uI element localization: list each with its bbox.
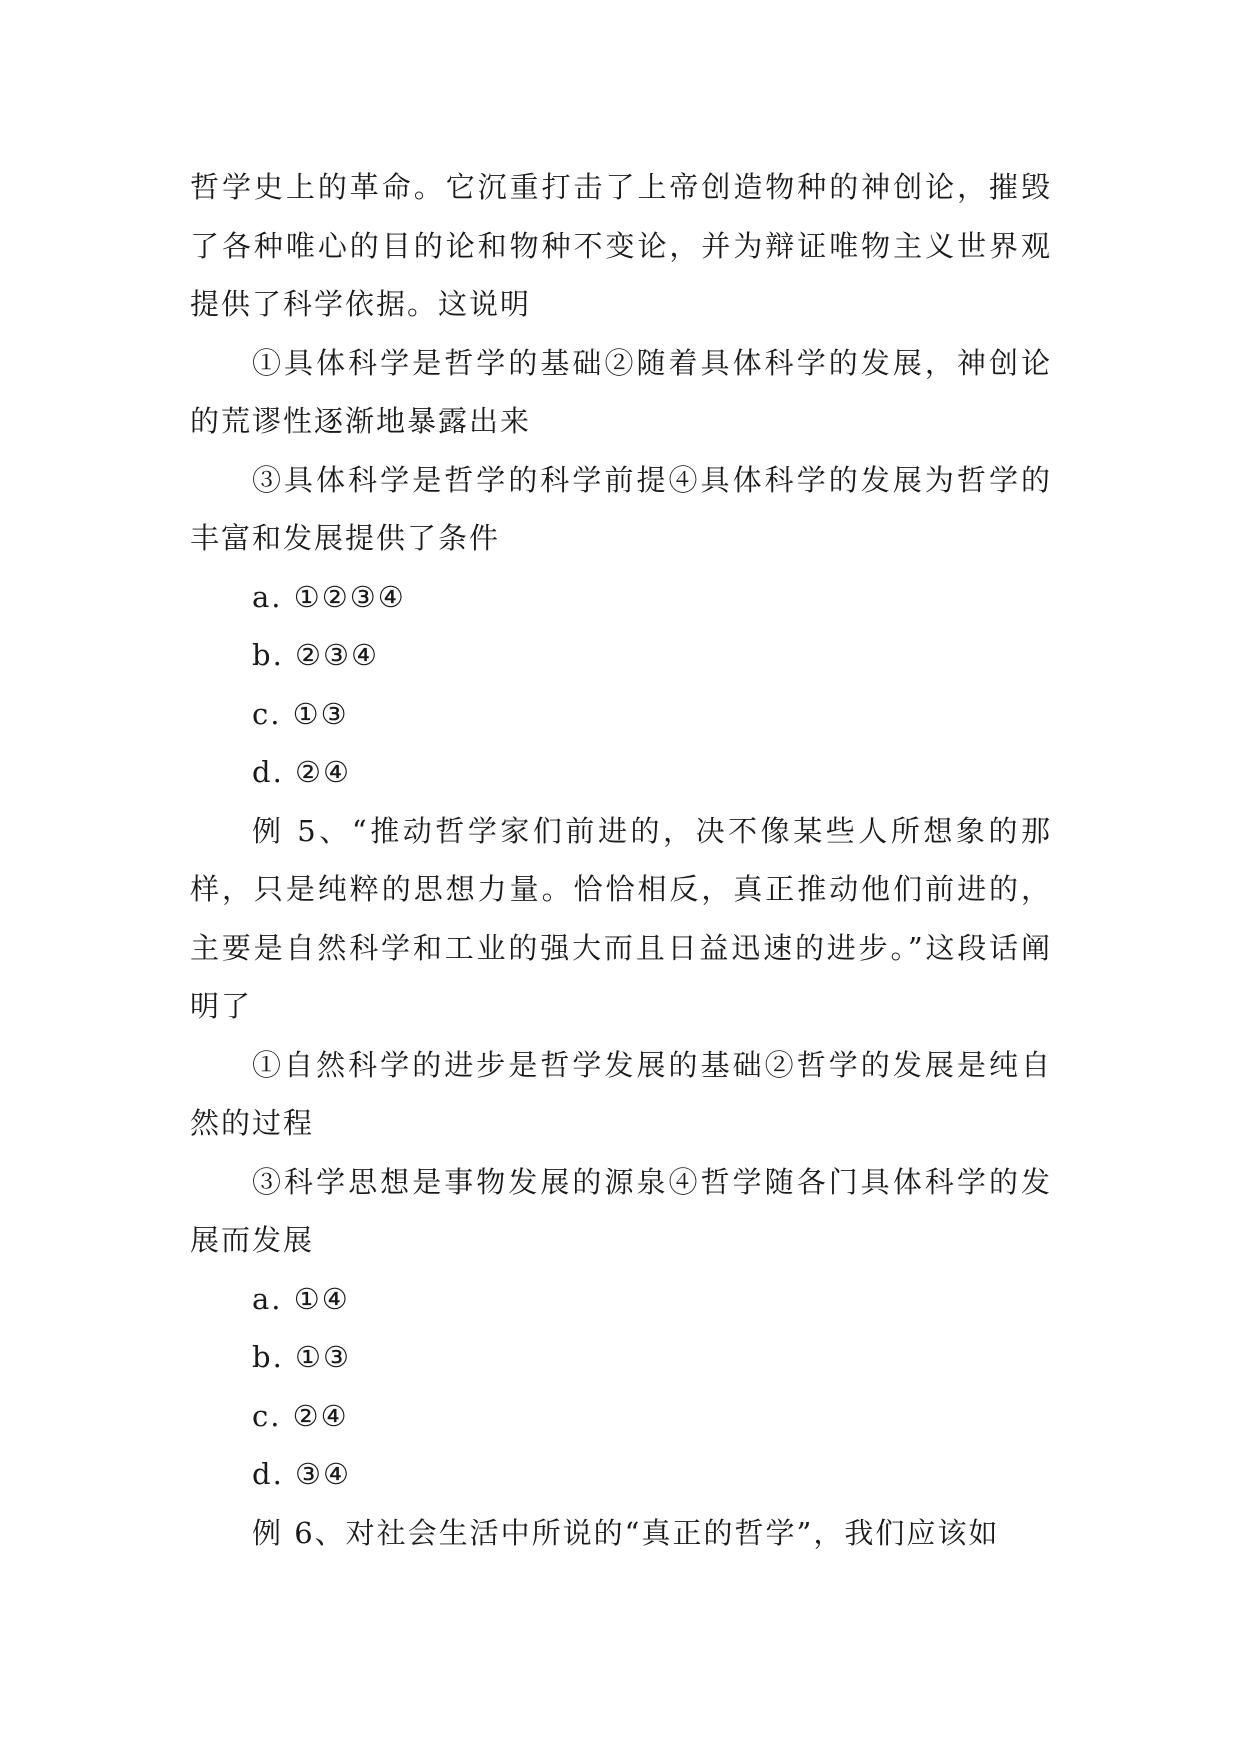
document-body (190, 158, 1052, 1562)
paragraph-1: 哲学史上的革命。它沉重打击了上帝创造物种的神创论，摧毁了各种唯心的目的论和物种不变论，并为辩证唯物主义世界观提供了科学依据。这说明 (190, 170, 1052, 321)
option-c: c. ①③ (252, 696, 349, 731)
example-5-statement-2: ③科学思想是事物发展的源泉④哲学随各门具体科学的发展而发展 (190, 1164, 1052, 1257)
option-d: d. ②④ (252, 755, 351, 789)
example-5-option-c: c. ②④ (252, 1398, 349, 1433)
example-5-statement-1: ①自然科学的进步是哲学发展的基础②哲学的发展是纯自然的过程 (190, 1047, 1052, 1140)
option-a: a. ①②③④ (252, 579, 406, 614)
option-b: b. ②③④ (252, 638, 379, 672)
paragraph-2: ①具体科学是哲学的基础②随着具体科学的发展，神创论的荒谬性逐渐地暴露出来 (190, 345, 1052, 438)
example-5-question: 例 5、“推动哲学家们前进的，决不像某些人所想象的那样，只是纯粹的思想力量。恰恰相反，真正推动他们前进的，主要是自然科学和工业的强大而且日益迅速的进步。”这段话阐明了 (190, 813, 1052, 1023)
example-5-option-b: b. ①③ (252, 1340, 351, 1374)
example-5-option-d: d. ③④ (252, 1457, 351, 1491)
example-5-option-a: a. ①④ (252, 1281, 350, 1316)
paragraph-3: ③具体科学是哲学的科学前提④具体科学的发展为哲学的丰富和发展提供了条件 (190, 462, 1052, 555)
example-6-question: 例 6、对社会生活中所说的“真正的哲学”，我们应该如 (252, 1515, 1000, 1550)
